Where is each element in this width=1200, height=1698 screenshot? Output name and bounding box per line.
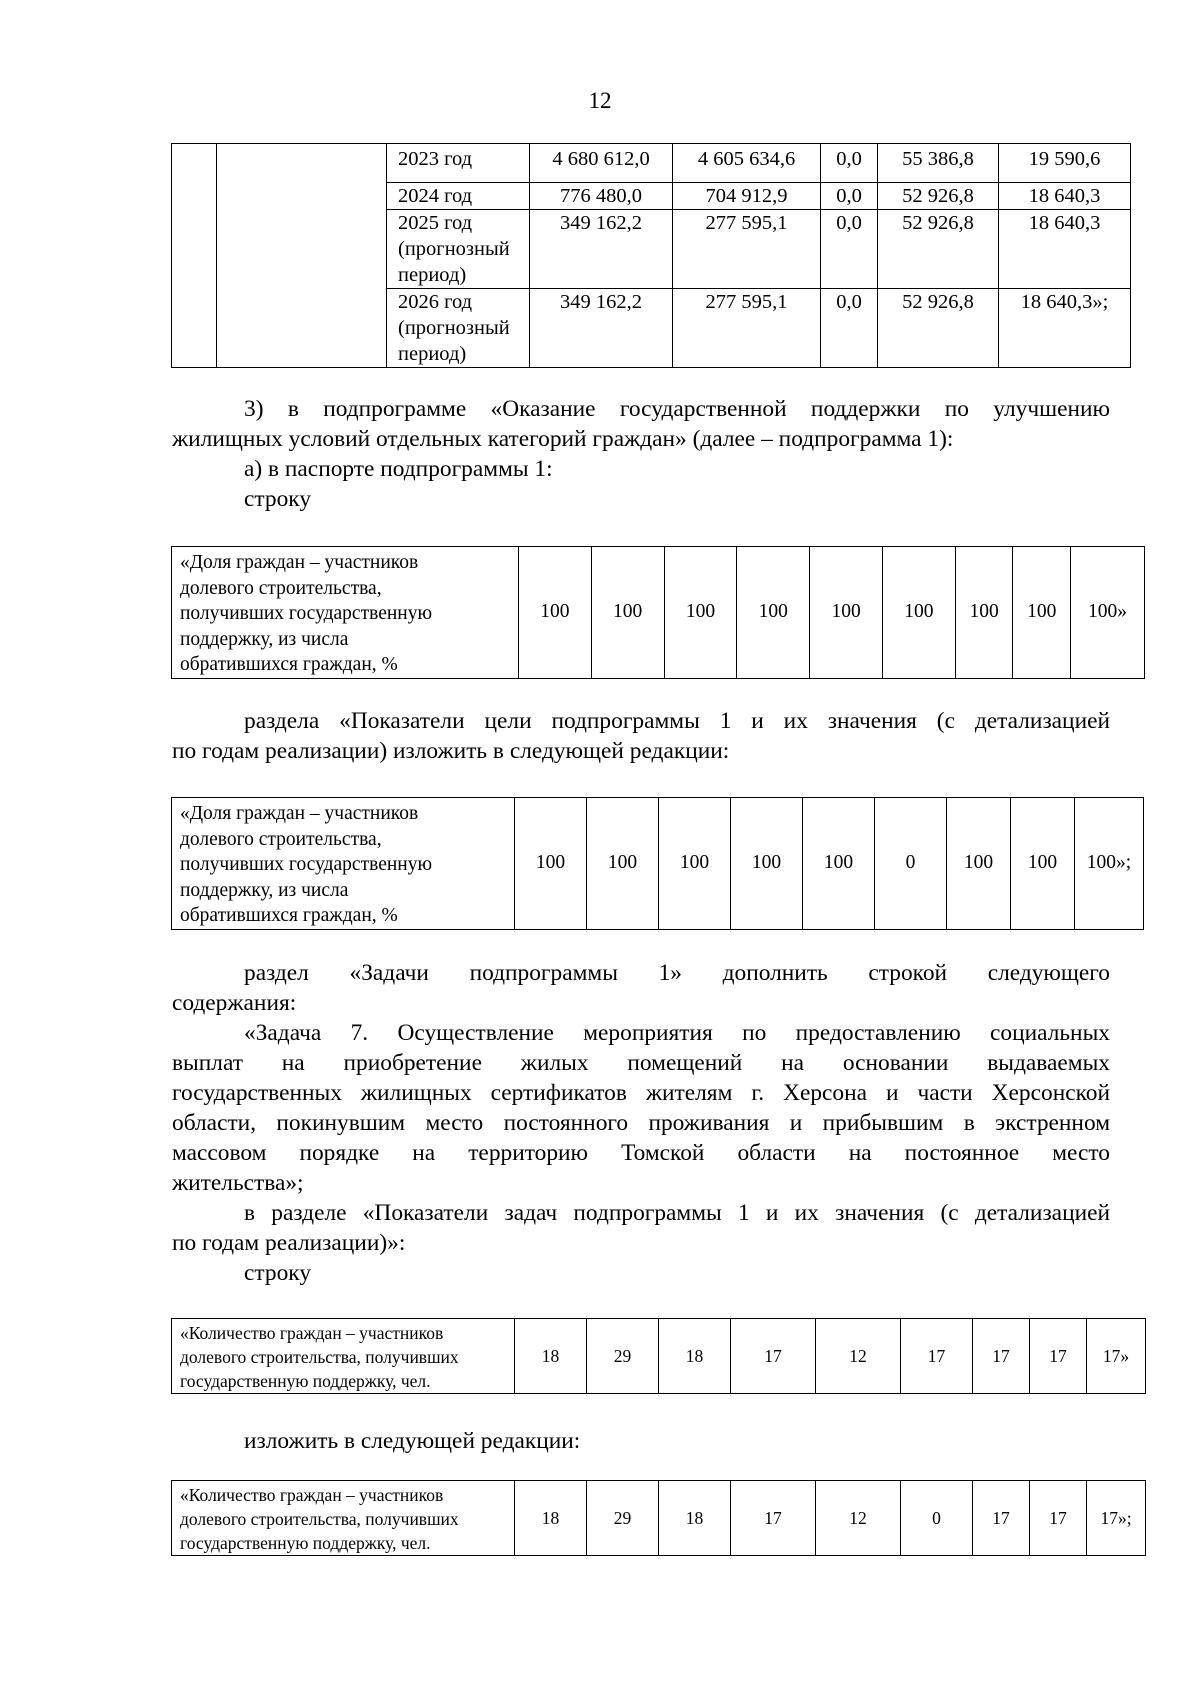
- finance-row: [172, 144, 1131, 183]
- empty-cell: [172, 144, 217, 368]
- indicator-value: 17: [1030, 1319, 1087, 1394]
- finance-value: 19 590,6: [999, 144, 1131, 183]
- paragraph-section-goal: [172, 706, 1110, 766]
- paragraph-line: по годам реализации)»:: [172, 1230, 406, 1256]
- indicator-value: 18: [515, 1481, 587, 1556]
- count-table-new: [171, 1480, 1146, 1556]
- label-line: получивших государственную: [180, 854, 433, 875]
- stroku-text: строку: [244, 1260, 312, 1286]
- label-line: долевого строительства,: [180, 828, 382, 850]
- indicator-value: 29: [587, 1319, 659, 1394]
- indicator-value: 12: [816, 1481, 901, 1556]
- finance-value: 0,0: [821, 183, 878, 210]
- finance-table: [171, 143, 1131, 368]
- finance-value: 0,0: [821, 289, 878, 368]
- label-line: обратившихся граждан, %: [180, 654, 398, 675]
- year-label-line: (прогнозный: [398, 317, 510, 339]
- paragraph-line: выплат на приобретение жилых помещений на основании выдаваемых: [172, 1050, 1110, 1076]
- indicator-value: 100: [1013, 547, 1071, 679]
- label-line: поддержку, из числа: [180, 879, 349, 901]
- label-line: долевого строительства, получивших: [180, 1347, 459, 1367]
- indicator-value: 100: [664, 547, 737, 679]
- indicator-value: 12: [816, 1319, 901, 1394]
- finance-value: 349 162,2: [530, 210, 673, 289]
- indicator-value: 100: [947, 798, 1011, 930]
- finance-value: 0,0: [821, 210, 878, 289]
- indicator-value: 17: [973, 1481, 1030, 1556]
- indicator-value: 100: [737, 547, 810, 679]
- finance-value: 52 926,8: [878, 210, 999, 289]
- indicator-value: 100: [955, 547, 1013, 679]
- indicator-value: 100»;: [1075, 798, 1144, 930]
- indicator-value: 18: [515, 1319, 587, 1394]
- indicator-value: 100: [518, 547, 591, 679]
- finance-value: 277 595,1: [673, 210, 821, 289]
- paragraph-line: раздел «Задачи подпрограммы 1» дополнить строкой следующего: [244, 960, 1110, 986]
- year-cell: [387, 183, 530, 210]
- label-line: «Доля граждан – участников: [180, 552, 419, 573]
- paragraph-line: государственных жилищных сертификатов жителям г. Херсона и части Херсонской: [172, 1080, 1110, 1106]
- year-cell: [387, 210, 530, 289]
- indicator-value: 100: [803, 798, 875, 930]
- indicator-value: 17»: [1087, 1319, 1146, 1394]
- label-line: получивших государственную: [180, 603, 433, 624]
- indicator-label-cell: [172, 547, 519, 679]
- indicator-value: 100: [810, 547, 883, 679]
- paragraph-line: жительства»;: [172, 1170, 304, 1196]
- paragraph-line: «Задача 7. Осуществление мероприятия по предоставлению социальных: [244, 1020, 1110, 1046]
- label-line: обратившихся граждан, %: [180, 905, 398, 926]
- indicator-value: 17: [731, 1481, 816, 1556]
- indicator-value: 100»: [1071, 547, 1145, 679]
- paragraph-line: области, покинувшим место постоянного проживания и прибывшим в экстренном: [172, 1110, 1110, 1136]
- finance-value: 704 912,9: [673, 183, 821, 210]
- paragraph-line: содержания:: [172, 990, 297, 1016]
- indicator-label-cell: [172, 798, 515, 930]
- finance-value: 18 640,3: [999, 210, 1131, 289]
- indicator-value: 100: [731, 798, 803, 930]
- label-line: долевого строительства, получивших: [180, 1509, 459, 1529]
- finance-value: 4 680 612,0: [530, 144, 673, 183]
- finance-value: 776 480,0: [530, 183, 673, 210]
- indicator-value: 100: [587, 798, 659, 930]
- indicator-table-old: [171, 546, 1145, 679]
- indicator-value: 100: [882, 547, 955, 679]
- indicator-value: 100: [659, 798, 731, 930]
- indicator-value: 29: [587, 1481, 659, 1556]
- year-label-line: период): [398, 343, 467, 365]
- indicator-label-cell: [172, 1481, 515, 1556]
- paragraph-subprogram-1: [172, 394, 1110, 454]
- indicator-value: 17: [1030, 1481, 1087, 1556]
- year-label-line: 2026 год: [398, 291, 473, 313]
- year-label-line: период): [398, 264, 467, 286]
- indicator-value: 17: [901, 1319, 973, 1394]
- indicator-value: 0: [901, 1481, 973, 1556]
- empty-cell: [217, 144, 387, 368]
- subitem-a: а) в паспорте подпрограммы 1:: [244, 456, 553, 482]
- finance-value: 52 926,8: [878, 183, 999, 210]
- year-label-line: 2025 год: [398, 212, 473, 234]
- paragraph-line: раздела «Показатели цели подпрограммы 1 и их значения (с детализацией: [244, 708, 1110, 734]
- finance-value: 4 605 634,6: [673, 144, 821, 183]
- indicator-table-new: [171, 797, 1144, 930]
- paragraph-line: в разделе «Показатели задач подпрограммы 1 и их значения (с детализацией: [244, 1200, 1110, 1226]
- indicator-value: 100: [1011, 798, 1075, 930]
- finance-value: 18 640,3: [999, 183, 1131, 210]
- year-label-line: (прогнозный: [398, 238, 510, 260]
- page-number: 12: [588, 88, 612, 113]
- label-line: «Доля граждан – участников: [180, 803, 419, 824]
- count-table-old: [171, 1318, 1146, 1394]
- label-line: поддержку, из числа: [180, 628, 349, 650]
- indicator-value: 18: [659, 1319, 731, 1394]
- indicator-value: 17: [973, 1319, 1030, 1394]
- label-line: долевого строительства,: [180, 577, 382, 599]
- paragraph-tasks: [172, 958, 1110, 1258]
- finance-value: 55 386,8: [878, 144, 999, 183]
- indicator-value: 18: [659, 1481, 731, 1556]
- izlozhit-text: изложить в следующей редакции:: [244, 1428, 581, 1454]
- stroku-text: строку: [244, 486, 312, 512]
- finance-value: 18 640,3»;: [999, 289, 1131, 368]
- indicator-label-cell: [172, 1319, 515, 1394]
- label-line: «Количество граждан – участников: [180, 1485, 444, 1505]
- paragraph-line: 3) в подпрограмме «Оказание государственной поддержки по улучшению: [244, 396, 1110, 422]
- year-cell: [387, 289, 530, 368]
- indicator-value: 100: [515, 798, 587, 930]
- indicator-value: 0: [875, 798, 947, 930]
- label-line: государственную поддержку, чел.: [180, 1533, 431, 1553]
- indicator-value: 17»;: [1087, 1481, 1146, 1556]
- finance-value: 0,0: [821, 144, 878, 183]
- paragraph-line: жилищных условий отдельных категорий граждан» (далее – подпрограмма 1):: [172, 426, 954, 452]
- paragraph-line: массовом порядке на территорию Томской области на постоянное место: [172, 1140, 1110, 1166]
- year-label-line: 2023 год: [398, 148, 473, 170]
- label-line: «Количество граждан – участников: [180, 1323, 444, 1343]
- finance-value: 52 926,8: [878, 289, 999, 368]
- indicator-value: 17: [731, 1319, 816, 1394]
- year-label-line: 2024 год: [398, 185, 473, 207]
- finance-value: 349 162,2: [530, 289, 673, 368]
- label-line: государственную поддержку, чел.: [180, 1371, 431, 1391]
- paragraph-line: по годам реализации) изложить в следующей редакции:: [172, 738, 730, 764]
- finance-value: 277 595,1: [673, 289, 821, 368]
- year-cell: [387, 144, 530, 183]
- indicator-value: 100: [591, 547, 664, 679]
